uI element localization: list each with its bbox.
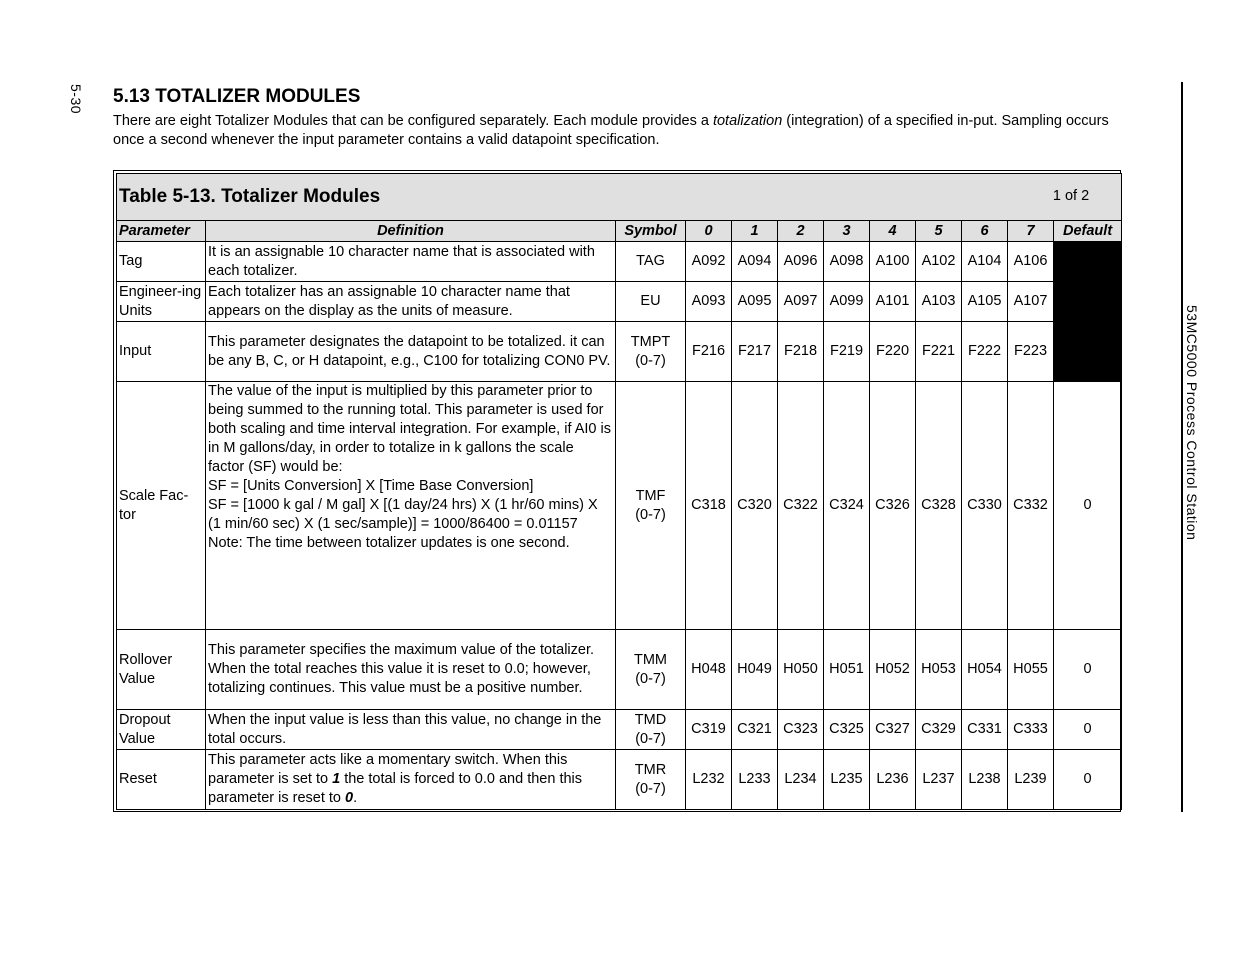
value-cell: C323 (778, 710, 824, 750)
value-cell: H049 (732, 630, 778, 710)
definition-line: SF = [Units Conversion] X [Time Base Conversion] (208, 478, 534, 494)
value-cell: L239 (1008, 750, 1054, 810)
value-cell: F221 (916, 322, 962, 382)
value-cell: A099 (824, 282, 870, 322)
definition-emphasis: 0 (345, 790, 354, 806)
value-cell: C326 (870, 382, 916, 630)
side-rule (1181, 82, 1183, 812)
section-title: 5.13 TOTALIZER MODULES (113, 86, 361, 107)
symbol-name: TMF (635, 487, 666, 504)
value-cell: F216 (686, 322, 732, 382)
table-row (117, 322, 1122, 382)
header-module-1: 1 (732, 221, 778, 242)
table-row (117, 630, 1122, 710)
header-module-2: 2 (778, 221, 824, 242)
value-cell: A094 (732, 242, 778, 282)
parameter-cell: Reset (117, 750, 206, 810)
header-symbol: Symbol (616, 221, 686, 242)
header-parameter: Parameter (117, 221, 206, 242)
value-cell: A100 (870, 242, 916, 282)
value-cell: H053 (916, 630, 962, 710)
value-cell: F217 (732, 322, 778, 382)
symbol-range: (0-7) (635, 780, 666, 797)
value-cell: C321 (732, 710, 778, 750)
definition-line: The value of the input is multiplied by this parameter prior to being summed to the running total. This parameter is used for both scaling and time interval integration. For example, if AI0 is in M gallons/day, in order to totalize in k gallons the scale factor (SF) would be: (208, 383, 611, 475)
parameter-cell: Tag (117, 242, 206, 282)
value-cell: A098 (824, 242, 870, 282)
table-row (117, 750, 1122, 810)
value-cell: C319 (686, 710, 732, 750)
definition-cell: Each totalizer has an assignable 10 character name that appears on the display as the units of measure. (206, 282, 616, 322)
header-module-4: 4 (870, 221, 916, 242)
symbol-range: (0-7) (635, 730, 666, 747)
value-cell: L237 (916, 750, 962, 810)
definition-text: . (353, 790, 358, 806)
parameter-cell: Dropout Value (117, 710, 206, 750)
value-cell: F220 (870, 322, 916, 382)
symbol-cell (616, 322, 686, 382)
value-cell: L235 (824, 750, 870, 810)
value-cell: C330 (962, 382, 1008, 630)
definition-emphasis: 1 (332, 771, 341, 787)
header-module-7: 7 (1008, 221, 1054, 242)
table-caption-row (117, 174, 1122, 221)
symbol-name: TMPT (630, 333, 671, 350)
intro-emphasis: totalization (712, 113, 783, 129)
value-cell: H055 (1008, 630, 1054, 710)
header-module-3: 3 (824, 221, 870, 242)
value-cell: H054 (962, 630, 1008, 710)
value-cell: L234 (778, 750, 824, 810)
value-cell: H052 (870, 630, 916, 710)
default-cell: 0 (1054, 382, 1122, 630)
value-cell: C322 (778, 382, 824, 630)
definition-cell (206, 382, 616, 630)
value-cell: C320 (732, 382, 778, 630)
value-cell: L232 (686, 750, 732, 810)
value-cell: C324 (824, 382, 870, 630)
value-cell: C328 (916, 382, 962, 630)
totalizer-table (116, 173, 1122, 810)
value-cell: H051 (824, 630, 870, 710)
value-cell: C318 (686, 382, 732, 630)
value-cell: A102 (916, 242, 962, 282)
parameter-cell: Input (117, 322, 206, 382)
definition-cell: This parameter designates the datapoint to be totalized. it can be any B, C, or H datapoint, e.g., C100 for totalizing CON0 PV. (206, 322, 616, 382)
value-cell: C331 (962, 710, 1008, 750)
value-cell: L238 (962, 750, 1008, 810)
value-cell: L236 (870, 750, 916, 810)
table-caption (117, 174, 1122, 221)
definition-cell (206, 750, 616, 810)
definition-line: Note: The time between totalizer updates is one second. (208, 535, 570, 551)
value-cell: A103 (916, 282, 962, 322)
section-intro (113, 112, 1113, 150)
page-number: 5-30 (68, 84, 84, 115)
parameter-cell: Rollover Value (117, 630, 206, 710)
symbol-cell (616, 710, 686, 750)
definition-cell: This parameter specifies the maximum value of the totalizer. When the total reaches this value it is reset to 0.0; however, totalizing continues. This value must be a positive number. (206, 630, 616, 710)
value-cell: A107 (1008, 282, 1054, 322)
symbol-cell (616, 630, 686, 710)
table-row (117, 382, 1122, 630)
value-cell: F223 (1008, 322, 1054, 382)
value-cell: A095 (732, 282, 778, 322)
value-cell: C327 (870, 710, 916, 750)
table-frame (113, 170, 1121, 812)
symbol-name: TMM (633, 651, 667, 668)
parameter-cell: Engineer-ing Units (117, 282, 206, 322)
value-cell: A104 (962, 242, 1008, 282)
symbol-cell: TAG (616, 242, 686, 282)
side-document-title: 53MC5000 Process Control Station (1184, 305, 1200, 541)
header-definition: Definition (206, 221, 616, 242)
symbol-cell (616, 382, 686, 630)
parameter-cell: Scale Fac-tor (117, 382, 206, 630)
table-header-row (117, 221, 1122, 242)
symbol-range: (0-7) (635, 670, 666, 687)
symbol-cell (616, 750, 686, 810)
symbol-name: TMR (634, 761, 667, 778)
header-default: Default (1054, 221, 1122, 242)
value-cell: H050 (778, 630, 824, 710)
value-cell: C329 (916, 710, 962, 750)
value-cell: C325 (824, 710, 870, 750)
default-cell: 0 (1054, 630, 1122, 710)
default-cell: 0 (1054, 750, 1122, 810)
definition-text: This parameter acts like a momentary switch. When this parameter is set to (208, 752, 568, 787)
value-cell: A105 (962, 282, 1008, 322)
value-cell: A101 (870, 282, 916, 322)
symbol-name: TMD (634, 711, 667, 728)
header-module-6: 6 (962, 221, 1008, 242)
table-title: Table 5-13. Totalizer Modules (119, 185, 381, 207)
value-cell: A093 (686, 282, 732, 322)
default-cell: 0 (1054, 710, 1122, 750)
intro-text-after: (integration) of a specified in-put. Sampling occurs once a second whenever the input parameter contains a valid datapoint specification. (113, 113, 1109, 148)
default-cell-blacked-out (1054, 242, 1122, 382)
definition-cell: It is an assignable 10 character name that is associated with each totalizer. (206, 242, 616, 282)
value-cell: F222 (962, 322, 1008, 382)
table-row (117, 282, 1122, 322)
table-row (117, 710, 1122, 750)
header-module-0: 0 (686, 221, 732, 242)
value-cell: A092 (686, 242, 732, 282)
symbol-range: (0-7) (635, 352, 666, 369)
table-row (117, 242, 1122, 282)
value-cell: C332 (1008, 382, 1054, 630)
definition-cell: When the input value is less than this value, no change in the total occurs. (206, 710, 616, 750)
value-cell: A096 (778, 242, 824, 282)
value-cell: H048 (686, 630, 732, 710)
definition-text: the total is forced to 0.0 and then this parameter is reset to (208, 771, 583, 806)
value-cell: L233 (732, 750, 778, 810)
symbol-range: (0-7) (635, 506, 666, 523)
header-module-5: 5 (916, 221, 962, 242)
table-page-indicator: 1 of 2 (1052, 187, 1090, 204)
intro-text-before: There are eight Totalizer Modules that can be configured separately. Each module provides a (113, 113, 713, 129)
value-cell: F218 (778, 322, 824, 382)
value-cell: A106 (1008, 242, 1054, 282)
value-cell: A097 (778, 282, 824, 322)
symbol-cell: EU (616, 282, 686, 322)
definition-line: SF = [1000 k gal / M gal] X [(1 day/24 hrs) X (1 hr/60 mins) X (1 min/60 sec) X (1 sec/sample)] = 1000/86400 = 0.01157 (208, 497, 598, 532)
value-cell: C333 (1008, 710, 1054, 750)
value-cell: F219 (824, 322, 870, 382)
